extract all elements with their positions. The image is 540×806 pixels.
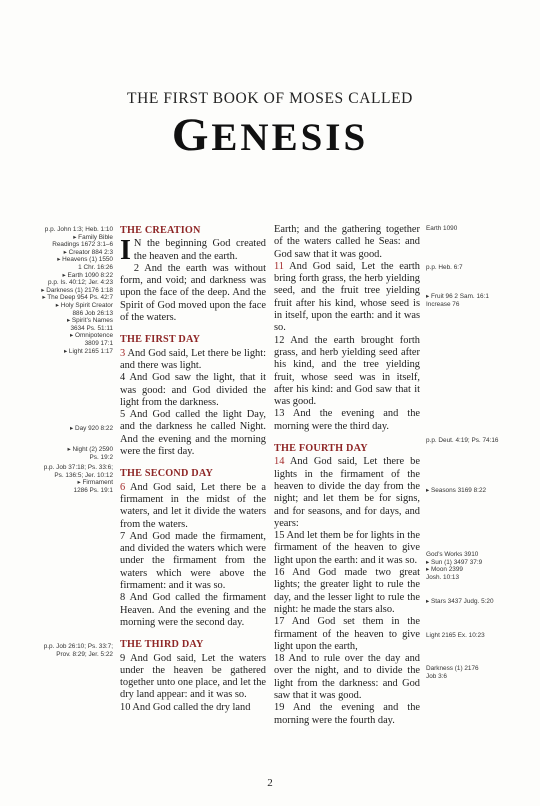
book-title — [0, 108, 540, 162]
margin-note-line: Ps. 136:5; Jer. 10:12 — [54, 471, 113, 479]
margin-note-line: p.p. Is. 40:12; Jer. 4:23 — [47, 279, 113, 287]
verse-1: I N the beginning God created the heaven and the earth. — [120, 235, 266, 267]
margin-note — [426, 551, 538, 581]
margin-note-line: ▸ Heavens (1) 1550 — [57, 256, 113, 264]
drop-cap: I — [120, 235, 131, 267]
margin-note-line: ▸ The Deep 954 Ps. 42:7 — [42, 294, 113, 302]
margin-note-line: Increase 76 — [426, 300, 460, 308]
margin-note-line: Light 2165 Ex. 10:23 — [426, 632, 485, 639]
verse-6: 6 And God said, Let there be a firmament in the midst of the waters, and let it divide the waters from the waters. — [120, 481, 266, 530]
verse-5: 5 And God called the light Day, and the darkness he called Night. And the evening and the morning were the first day. — [120, 409, 267, 458]
verse-19: 19 And the evening and the morning were the fourth day. — [274, 702, 420, 726]
margin-note-line: ▸ Omnipotence — [70, 332, 113, 340]
margin-note — [3, 226, 113, 355]
section-heading: THE CREATION — [120, 225, 201, 236]
margin-note-line: 886 Job 26:13 — [72, 309, 113, 317]
margin-note-line: ▸ Family Bible — [73, 233, 113, 241]
margin-note-line: Darkness (1) 2176 — [426, 665, 479, 672]
page-number: 2 — [267, 777, 273, 789]
verse-18: 18 And to rule over the day and over the night, and to divide the light from the darkness: and God saw that it was good. — [274, 653, 420, 701]
verse-3: 3 And God said, Let there be light: and there was light. — [120, 347, 266, 371]
verse-10-continued: Earth; and the gathering together of the waters called he Seas: and God saw that it was good. — [274, 224, 420, 260]
margin-note-line: 1 Chr. 16:26 — [78, 263, 113, 271]
margin-note — [426, 632, 538, 640]
verse-15: 15 And let them be for lights in the firmament of the heaven to give light upon the earth: and it was so. — [274, 530, 420, 566]
margin-note — [426, 598, 538, 606]
margin-note — [426, 264, 538, 272]
margin-note-line: ▸ Holy Spirit Creator — [55, 301, 113, 309]
margin-note-line: Job 3:6 — [426, 672, 447, 680]
section-heading: THE FOURTH DAY — [274, 443, 368, 455]
verse-13: 13 And the evening and the morning were the third day. — [274, 408, 420, 432]
book-title-rest: ENESIS — [211, 116, 369, 159]
margin-note — [426, 437, 538, 445]
margin-note-line: ▸ Day 920 8:22 — [70, 425, 113, 432]
margin-note-line: 3634 Ps. 51:11 — [70, 324, 113, 332]
margin-note-line: ▸ Night (2) 2590 — [67, 446, 113, 453]
margin-note — [426, 487, 538, 495]
margin-note-line: Prov. 8:29; Jer. 5:22 — [56, 650, 113, 658]
text-column-right — [274, 224, 420, 727]
verse-17: 17 And God set them in the firmament of the heaven to give light upon the earth, — [274, 616, 420, 652]
margin-note — [426, 665, 538, 680]
margin-note — [3, 464, 113, 494]
verse-8: 8 And God called the firmament Heaven. And the evening and the morning were the second day. — [120, 592, 266, 628]
text-column-left — [120, 224, 266, 714]
margin-note-line: ▸ Darkness (1) 2176 1:18 — [41, 286, 113, 294]
margin-note-line: p.p. Heb. 6:7 — [426, 264, 463, 271]
margin-note-line: p.p. John 1:3; Heb. 1:10 — [44, 226, 113, 233]
book-title-initial: G — [171, 109, 212, 161]
margin-note — [3, 446, 113, 461]
margin-note-line: Ps. 19:2 — [89, 453, 113, 461]
verse-11: 11 And God said, Let the earth bring forth grass, the herb yielding seed, and the fruit tree yielding fruit after his kind, whose seed is in itself, upon the earth: and it was so. — [274, 260, 421, 334]
margin-note-line: ▸ Sun (1) 3497 37:9 — [426, 558, 483, 566]
section-heading: THE SECOND DAY — [120, 468, 213, 480]
verse-4: 4 And God saw the light, that it was good: and God divided the light from the darkness. — [120, 372, 266, 408]
margin-note-line: p.p. Job 37:18; Ps. 33:6; — [43, 464, 113, 471]
margin-note-line: 3809 17:1 — [84, 339, 113, 347]
margin-note-line: ▸ Spirit’s Names — [66, 317, 113, 325]
margin-note-line: Josh. 10:13 — [426, 573, 460, 581]
verse-9: 9 And God said, Let the waters under the heaven be gathered together unto one place, and let the dry land appear: and it was so. — [120, 652, 266, 701]
margin-note-line: p.p. Job 26:10; Ps. 33:7; — [43, 643, 113, 650]
section-heading: THE THIRD DAY — [120, 639, 204, 651]
margin-note-line: ▸ Moon 2399 — [426, 566, 463, 574]
verse-14: 14 And God said, Let there be lights in the firmament of the heaven to divide the day from the night; and let them be for signs, and for seasons, and for days, and years: — [274, 456, 420, 529]
margin-note-line: ▸ Stars 3437 Judg. 5:20 — [426, 598, 494, 605]
book-subtitle: THE FIRST BOOK OF MOSES CALLED — [127, 90, 413, 107]
margin-note-line: ▸ Earth 1090 8:22 — [62, 271, 113, 279]
margin-note-line: ▸ Firmament — [77, 479, 113, 487]
verse-7: 7 And God made the firmament, and divided the waters which were under the firmament from the waters which were above the firmament: and it was so. — [120, 530, 266, 592]
margin-note — [3, 643, 113, 658]
margin-note — [426, 225, 538, 233]
margin-note-line: 1286 Ps. 19:1 — [73, 486, 113, 494]
verse-2: 2 And the earth was without form, and void; and darkness was upon the face of the deep. And the Spirit of God moved upon the face of the waters. — [120, 262, 267, 324]
margin-note-line: Readings 1672 3:1–6 — [52, 241, 113, 249]
verse-12: 12 And the earth brought forth grass, and herb yielding seed after his kind, and the tree yielding fruit, whose seed was in itself, after his kind: and God saw that it was good. — [274, 334, 420, 408]
margin-note — [3, 425, 113, 433]
margin-note-line: ▸ Creator 884 2:3 — [63, 248, 113, 256]
margin-note-line: Earth 1090 — [426, 225, 458, 232]
verse-10: 10 And God called the dry land — [120, 701, 251, 713]
margin-note-line: p.p. Deut. 4:19; Ps. 74:16 — [426, 437, 499, 444]
margin-note-line: ▸ Seasons 3169 8:22 — [426, 487, 487, 494]
margin-note — [426, 293, 538, 308]
section-heading: THE FIRST DAY — [120, 334, 201, 346]
margin-note-line: God’s Works 3910 — [426, 551, 479, 558]
verse-16: 16 And God made two great lights; the greater light to rule the day, and the lesser light to rule the night: he made the stars also. — [274, 567, 420, 615]
margin-note-line: ▸ Fruit 96 2 Sam. 16:1 — [426, 293, 489, 300]
margin-note-line: ▸ Light 2165 1:17 — [63, 347, 113, 355]
